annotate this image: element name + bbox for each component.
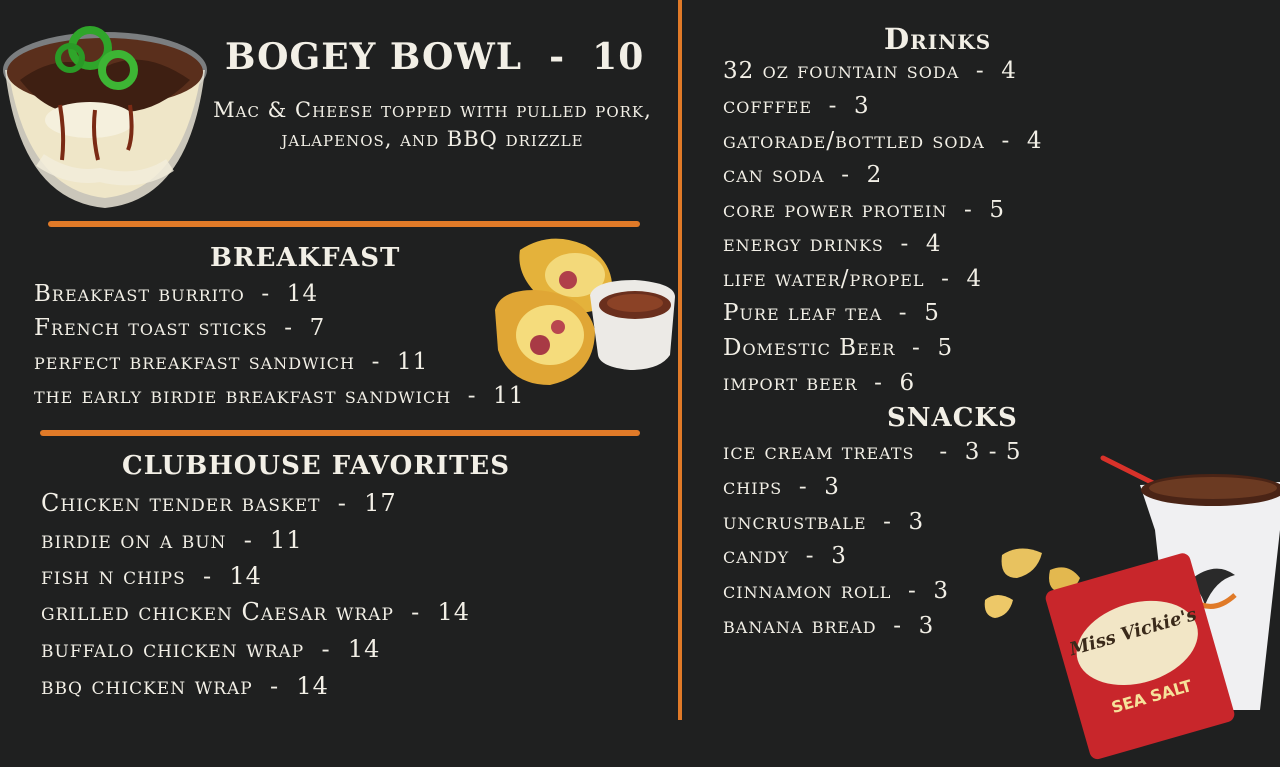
- drinks-item: core power protein - 5: [723, 197, 1006, 223]
- snacks-item: ice cream treats - 3 - 5: [723, 439, 1022, 465]
- drinks-item: can soda - 2: [723, 162, 883, 188]
- section-rule-middle: [40, 430, 640, 436]
- drinks-heading: Drinks: [884, 22, 992, 56]
- drinks-item: 32 oz fountain soda - 4: [723, 58, 1017, 84]
- breakfast-item: French toast sticks - 7: [34, 315, 326, 341]
- snacks-item: banana bread - 3: [723, 613, 935, 639]
- drinks-item: life water/propel - 4: [723, 266, 983, 292]
- section-rule-top: [48, 221, 640, 227]
- center-divider: [678, 0, 682, 720]
- snacks-heading: SNACKS: [887, 403, 1018, 433]
- bogey-bowl-title: BOGEY BOWL - 10: [225, 36, 645, 78]
- drinks-item: cofffee - 3: [723, 93, 870, 119]
- snacks-item: uncrustbale - 3: [723, 509, 925, 535]
- snacks-item: chips - 3: [723, 474, 840, 500]
- clubhouse-heading: CLUBHOUSE FAVORITES: [122, 451, 511, 481]
- clubhouse-item: Chicken tender basket - 17: [41, 489, 397, 517]
- bogey-bowl-image: [0, 10, 210, 215]
- bogey-bowl-desc-line1: Mac & Cheese topped with pulled pork,: [213, 98, 652, 122]
- drinks-item: energy drinks - 4: [723, 231, 942, 257]
- breakfast-item: the early birdie breakfast sandwich - 11: [34, 383, 525, 409]
- bogey-bowl-desc-line2: jalapenos, and BBQ drizzle: [281, 127, 584, 151]
- drinks-item: import beer - 6: [723, 370, 916, 396]
- clubhouse-item: bbq chicken wrap - 14: [41, 672, 329, 700]
- snacks-item: cinnamon roll - 3: [723, 578, 949, 604]
- chip-bag-flavor: SEA SALT: [1109, 676, 1194, 718]
- breakfast-item: perfect breakfast sandwich - 11: [34, 349, 429, 375]
- drinks-item: Pure leaf tea - 5: [723, 300, 940, 326]
- drinks-item: gatorade/bottled soda - 4: [723, 128, 1043, 154]
- breakfast-heading: BREAKFAST: [210, 243, 401, 273]
- chip-bag-brand: Miss Vickie's: [1067, 603, 1200, 661]
- clubhouse-item: birdie on a bun - 11: [41, 526, 303, 554]
- clubhouse-item: buffalo chicken wrap - 14: [41, 635, 381, 663]
- drinks-item: Domestic Beer - 5: [723, 335, 954, 361]
- breakfast-item: Breakfast burrito - 14: [34, 281, 319, 307]
- breakfast-burrito-image: [490, 235, 678, 390]
- clubhouse-item: fish n chips - 14: [41, 562, 262, 590]
- snacks-item: candy - 3: [723, 543, 847, 569]
- clubhouse-item: grilled chicken Caesar wrap - 14: [41, 598, 471, 626]
